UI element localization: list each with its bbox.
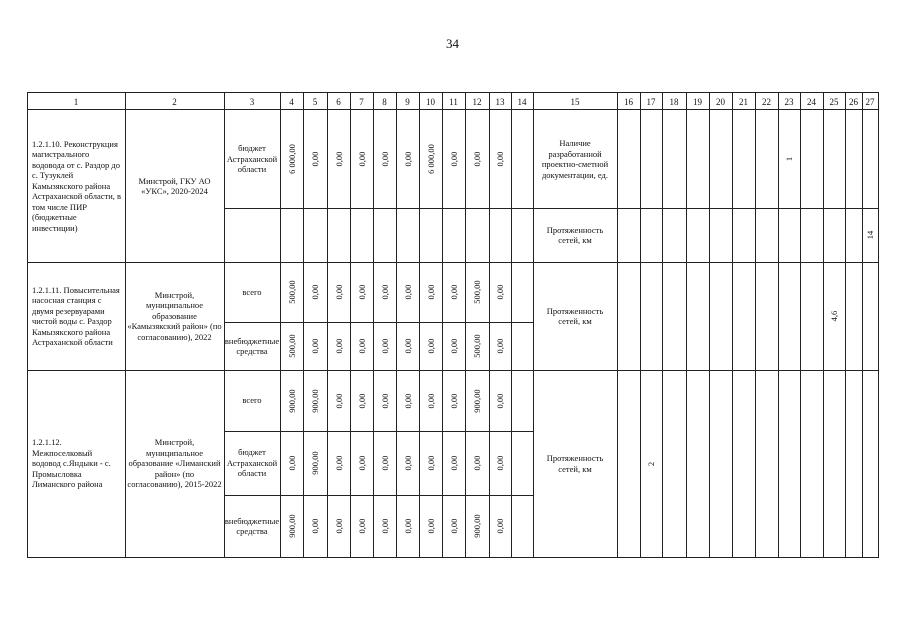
funding-value: 900,00 <box>472 388 482 413</box>
header-cell-14: 14 <box>517 97 527 107</box>
header-cell-18: 18 <box>669 97 679 107</box>
funding-source-label: внебюджетные средства <box>224 335 280 356</box>
row-name: 1.2.1.12. Межпоселковый водовод с.Яндыки - с. Промысловка Лиманского района <box>32 437 111 490</box>
table-rule <box>280 92 281 558</box>
funding-value: 500,00 <box>472 334 482 358</box>
header-cell-15: 15 <box>570 97 580 107</box>
funding-value: 0,00 <box>356 455 367 471</box>
funding-value: 0,00 <box>402 455 413 471</box>
row-executor: Минстрой, муниципальное образование «Лиманский район» (по согласованию), 2015-2022 <box>127 437 222 490</box>
table-rule <box>800 92 801 558</box>
funding-value: 500,00 <box>472 280 482 304</box>
funding-value: 0,00 <box>495 393 505 408</box>
header-cell-1: 1 <box>73 97 79 107</box>
table-rule <box>303 92 304 558</box>
funding-value: 0,00 <box>379 393 390 408</box>
funding-value: 0,00 <box>495 338 505 354</box>
funding-value: 0,00 <box>425 455 436 471</box>
funding-value: 6 000,00 <box>286 144 297 174</box>
funding-value: 0,00 <box>495 518 505 534</box>
table-rule <box>27 557 879 558</box>
funding-value: 900,00 <box>286 388 297 413</box>
indicator-value: 4,6 <box>829 310 839 322</box>
funding-value: 0,00 <box>495 151 505 167</box>
funding-value: 0,00 <box>310 284 320 300</box>
funding-value: 0,00 <box>448 151 459 167</box>
funding-value: 0,00 <box>379 284 390 300</box>
header-cell-7: 7 <box>359 97 364 107</box>
table-rule <box>465 92 466 558</box>
funding-value: 0,00 <box>356 284 367 300</box>
funding-value: 0,00 <box>402 338 413 354</box>
table-rule <box>640 92 641 558</box>
header-cell-12: 12 <box>472 97 482 107</box>
funding-value: 0,00 <box>333 151 344 167</box>
indicator-value: 2 <box>646 461 656 466</box>
header-cell-16: 16 <box>624 97 633 107</box>
funding-value: 0,00 <box>379 518 390 534</box>
funding-value: 900,00 <box>286 514 297 538</box>
funding-value: 500,00 <box>286 334 297 358</box>
funding-value: 0,00 <box>333 393 344 408</box>
funding-value: 0,00 <box>448 518 459 534</box>
header-cell-21: 21 <box>739 97 748 107</box>
funding-source-label: внебюджетные средства <box>224 515 280 536</box>
header-cell-13: 13 <box>495 97 505 107</box>
header-cell-27: 27 <box>865 97 875 107</box>
funding-source-label: бюджет Астраханской области <box>226 447 278 479</box>
row-name: 1.2.1.11. Повысительная насосная станция с двумя резервуарами чистой воды с. Раздор Камызякского района Астраханской области <box>32 284 120 347</box>
funding-value: 0,00 <box>402 284 413 300</box>
table-rule <box>709 92 710 558</box>
indicator-label: Протяженность сетей, км <box>546 305 604 326</box>
table-rule <box>224 208 534 209</box>
funding-value: 900,00 <box>472 514 482 538</box>
table-rule <box>686 92 687 558</box>
indicator-label: Наличие разработанной проектно-сметной документации, ед. <box>541 138 609 180</box>
funding-value: 0,00 <box>356 518 367 534</box>
funding-source-label: всего <box>242 395 262 406</box>
table-rule <box>662 92 663 558</box>
table-rule <box>732 92 733 558</box>
header-cell-24: 24 <box>807 97 816 107</box>
funding-value: 0,00 <box>448 393 459 408</box>
funding-value: 0,00 <box>425 284 436 300</box>
funding-value: 0,00 <box>448 455 459 471</box>
page-number: 34 <box>446 36 459 51</box>
table-rule <box>755 92 756 558</box>
funding-value: 0,00 <box>448 284 459 300</box>
header-cell-25: 25 <box>829 97 839 107</box>
funding-value: 0,00 <box>402 393 413 408</box>
funding-value: 0,00 <box>356 338 367 354</box>
funding-source-label: бюджет Астраханской области <box>226 143 278 175</box>
table-rule <box>878 92 879 558</box>
funding-value: 0,00 <box>472 455 482 471</box>
header-cell-26: 26 <box>849 97 858 107</box>
funding-value: 0,00 <box>495 455 505 471</box>
table-rule <box>778 92 779 558</box>
header-cell-9: 9 <box>405 97 410 107</box>
table-rule <box>419 92 420 558</box>
row-executor: Минстрой, ГКУ АО «УКС», 2020-2024 <box>138 175 211 196</box>
header-cell-3: 3 <box>249 97 255 107</box>
header-cell-6: 6 <box>336 97 341 107</box>
funding-value: 0,00 <box>425 518 436 534</box>
header-cell-20: 20 <box>716 97 725 107</box>
funding-value: 0,00 <box>333 518 344 534</box>
funding-value: 0,00 <box>333 338 344 354</box>
header-cell-4: 4 <box>289 97 294 107</box>
indicator-label: Протяженность сетей, км <box>546 453 604 474</box>
funding-value: 0,00 <box>310 518 320 534</box>
header-cell-8: 8 <box>382 97 387 107</box>
funding-value: 500,00 <box>286 280 297 304</box>
funding-value: 0,00 <box>425 393 436 408</box>
funding-value: 0,00 <box>333 284 344 300</box>
table-rule <box>489 92 490 558</box>
header-cell-5: 5 <box>312 97 318 107</box>
table-rule <box>823 92 824 558</box>
table-rule <box>511 92 512 558</box>
funding-value: 0,00 <box>310 338 320 354</box>
indicator-value: 1 <box>784 156 794 162</box>
table-rule <box>27 92 879 93</box>
table-rule <box>845 92 846 558</box>
funding-value: 0,00 <box>448 338 459 354</box>
header-cell-23: 23 <box>784 97 794 107</box>
indicator-label: Протяженность сетей, км <box>546 224 604 245</box>
funding-value: 0,00 <box>356 151 367 167</box>
table-rule <box>373 92 374 558</box>
row-executor: Минстрой, муниципальное образование «Камызякский район» (по согласованию), 2022 <box>127 289 222 342</box>
funding-value: 0,00 <box>286 455 297 471</box>
header-cell-11: 11 <box>449 97 458 107</box>
funding-value: 0,00 <box>310 151 320 167</box>
header-cell-17: 17 <box>646 97 656 107</box>
table-rule <box>617 92 618 558</box>
funding-value: 0,00 <box>379 338 390 354</box>
header-cell-22: 22 <box>762 97 771 107</box>
funding-value: 0,00 <box>379 151 390 167</box>
funding-value: 0,00 <box>402 518 413 534</box>
funding-value: 0,00 <box>379 455 390 471</box>
table-rule <box>350 92 351 558</box>
funding-value: 0,00 <box>333 455 344 471</box>
funding-value: 0,00 <box>425 338 436 354</box>
header-cell-19: 19 <box>693 97 702 107</box>
header-cell-2: 2 <box>172 97 177 107</box>
table-rule <box>442 92 443 558</box>
funding-value: 0,00 <box>472 151 482 167</box>
funding-value: 900,00 <box>310 451 320 475</box>
row-name: 1.2.1.10. Реконструкция магистрального водовода от с. Раздор до с. Тузуклей Камызякского района Астраханской области, в том числе ПИР (бюджетные инвестиции) <box>32 138 122 233</box>
header-cell-10: 10 <box>426 97 435 107</box>
table-rule <box>327 92 328 558</box>
indicator-value: 14 <box>865 230 875 240</box>
funding-value: 6 000,00 <box>425 144 436 174</box>
table-rule <box>862 92 863 558</box>
table-rule <box>396 92 397 558</box>
funding-value: 0,00 <box>495 284 505 300</box>
funding-source-label: всего <box>242 286 262 297</box>
funding-value: 0,00 <box>356 393 367 408</box>
funding-value: 0,00 <box>402 151 413 167</box>
funding-value: 900,00 <box>310 388 320 413</box>
